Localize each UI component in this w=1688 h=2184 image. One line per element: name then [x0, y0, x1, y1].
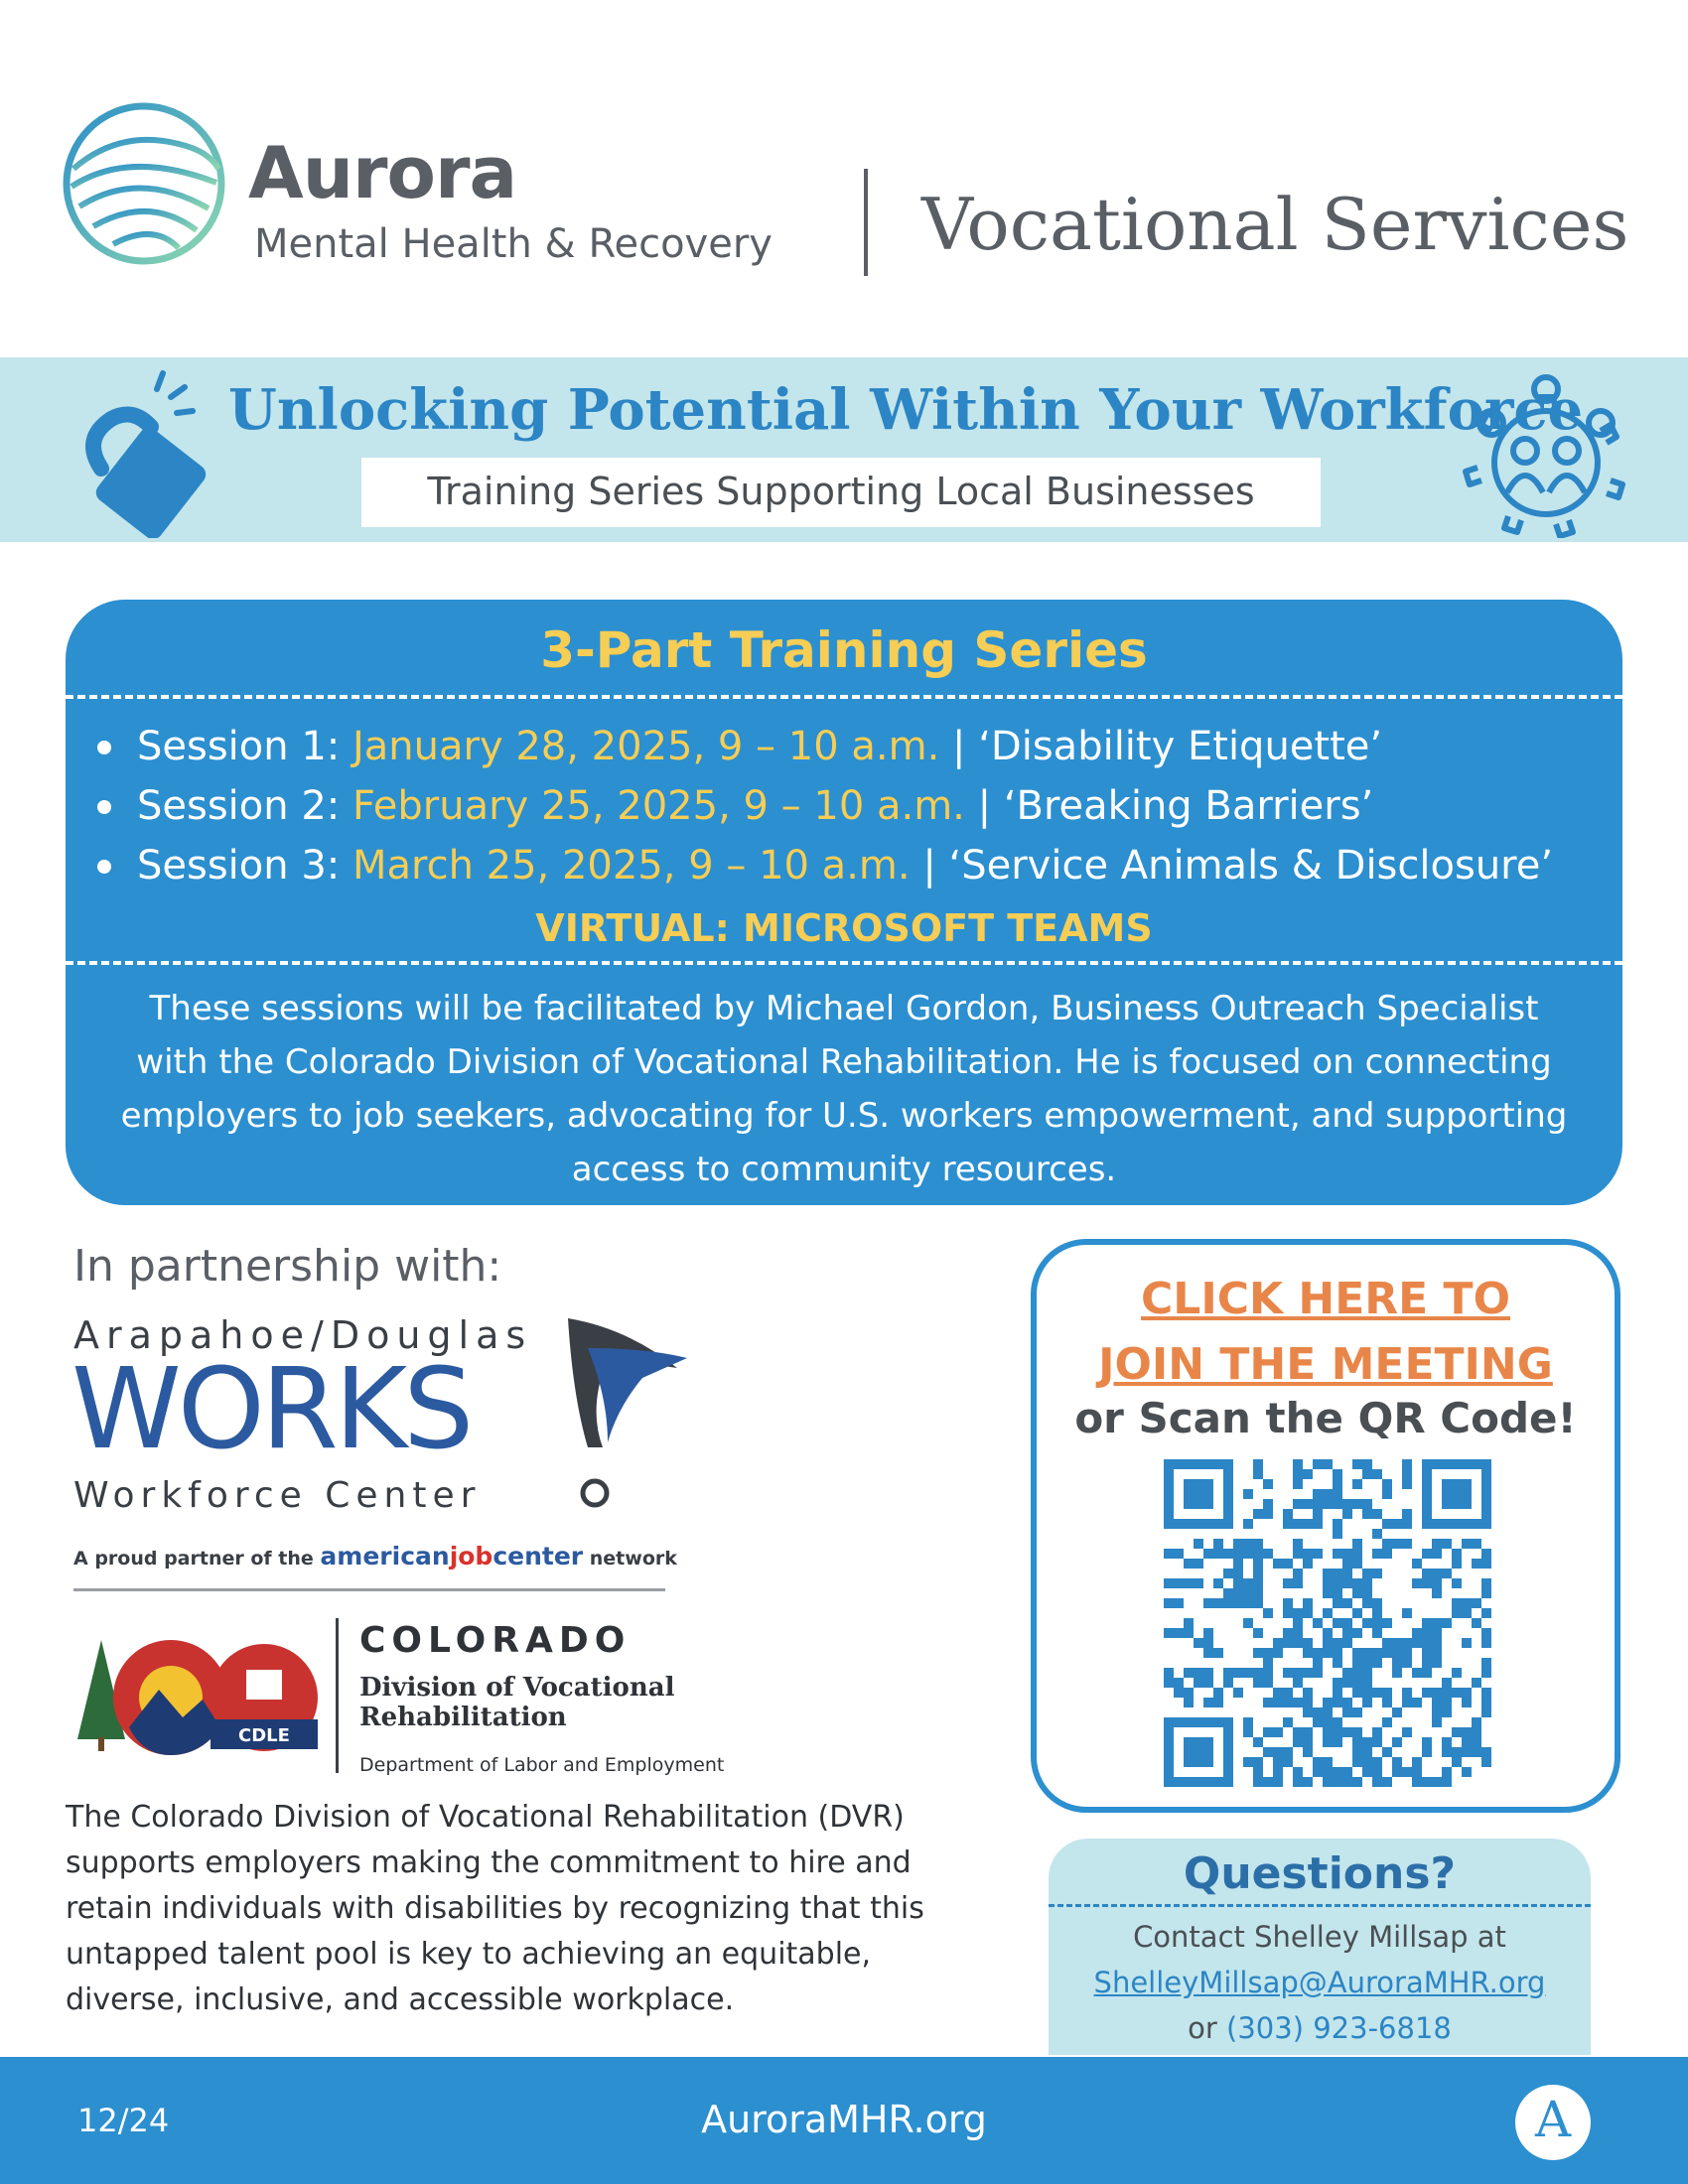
partnership-heading: In partnership with: — [73, 1241, 502, 1292]
contact-email-link[interactable]: ShelleyMillsap@AuroraMHR.org — [1093, 1966, 1546, 1999]
session-topic: | ‘Disability Etiquette’ — [952, 724, 1383, 769]
phone-prefix: or — [1188, 2011, 1217, 2045]
aurora-logo-icon — [60, 99, 228, 268]
cdle-badge-text: CDLE — [238, 1725, 290, 1746]
banner-title: Unlocking Potential Within Your Workforce — [228, 377, 1584, 443]
questions-contact: Contact Shelley Millsap at — [1133, 1920, 1506, 1954]
questions-title: Questions? — [1183, 1848, 1457, 1899]
partner-divider — [73, 1588, 665, 1591]
dvr-line1: Division of Vocational — [359, 1673, 675, 1703]
session-list — [93, 717, 1603, 895]
join-meeting-link[interactable] — [1031, 1267, 1620, 1398]
brand-subtitle: Mental Health & Recovery — [254, 221, 773, 267]
facilitator-description: These sessions will be facilitated by Michael Gordon, Business Outreach Specialist with the Colorado Division of Vocational Rehabilitation. He is focused on connecting employers to job seekers, advocating for U.S. workers empowerment, and supporting access to community resources. — [120, 989, 1568, 1189]
qr-code[interactable] — [1164, 1459, 1491, 1787]
arapahoe-douglas-works-logo — [71, 1308, 687, 1586]
works-tagline-american: american — [320, 1542, 450, 1570]
join-meeting-link-line1[interactable]: CLICK HERE TO — [1141, 1274, 1510, 1324]
unlock-icon — [71, 369, 220, 538]
colorado-dvr-logo — [71, 1610, 767, 1779]
works-logo-main-text: WORKS — [71, 1345, 471, 1474]
works-tagline-center: center — [492, 1542, 584, 1570]
team-gear-icon — [1452, 371, 1640, 538]
works-tagline-post: network — [589, 1548, 677, 1570]
contact-phone[interactable]: (303) 923-6818 — [1226, 2011, 1452, 2045]
dashed-divider — [66, 695, 1622, 699]
scan-qr-text: or Scan the QR Code! — [1074, 1394, 1577, 1442]
session-topic: | ‘Service Animals & Disclosure’ — [922, 843, 1554, 888]
session-item — [93, 776, 1603, 836]
join-meeting-link-line2[interactable]: JOIN THE MEETING — [1098, 1339, 1553, 1390]
virtual-platform: VIRTUAL: MICROSOFT TEAMS — [535, 906, 1153, 950]
page-title: Vocational Services — [921, 183, 1629, 266]
colorado-title: COLORADO — [359, 1620, 632, 1661]
footer-url[interactable]: AuroraMHR.org — [701, 2098, 987, 2141]
session-date: February 25, 2025, 9 – 10 a.m. — [352, 783, 965, 829]
session-label: Session 3: — [137, 843, 341, 888]
works-tagline-pre: A proud partner of the — [73, 1548, 314, 1570]
dvr-line2: Rehabilitation — [359, 1703, 567, 1732]
aurora-badge-letter: A — [1534, 2091, 1572, 2148]
training-series-title: 3-Part Training Series — [540, 621, 1148, 679]
session-label: Session 2: — [137, 783, 341, 829]
svg-text:A proud partner of the ame — [73, 1542, 677, 1570]
banner-subtitle: Training Series Supporting Local Businesses — [427, 470, 1255, 513]
header-divider — [864, 169, 868, 276]
works-logo-bottom-text: Workforce Center — [73, 1475, 482, 1516]
session-date: January 28, 2025, 9 – 10 a.m. — [352, 724, 940, 769]
works-tagline-job: job — [449, 1542, 493, 1570]
session-topic: | ‘Breaking Barriers’ — [977, 783, 1374, 829]
questions-divider — [1049, 1904, 1591, 1907]
dashed-divider — [66, 961, 1622, 965]
session-date: March 25, 2025, 9 – 10 a.m. — [352, 843, 911, 888]
footer-date: 12/24 — [77, 2102, 170, 2139]
contact-phone-line — [1049, 2005, 1591, 2051]
dvr-department: Department of Labor and Employment — [359, 1754, 725, 1776]
works-logo-top-text: Arapahoe/Douglas — [73, 1313, 533, 1357]
brand-name: Aurora — [248, 131, 517, 214]
dvr-description: The Colorado Division of Vocational Rehabilitation (DVR) supports employers making the commitment to hire and retain individuals with disabilities by recognizing that this untapped talent pool is key to achieving an equitable, diverse, inclusive, and accessible workplace. — [66, 1800, 924, 2017]
session-label: Session 1: — [137, 724, 341, 769]
session-item — [93, 717, 1603, 776]
session-item — [93, 836, 1603, 895]
